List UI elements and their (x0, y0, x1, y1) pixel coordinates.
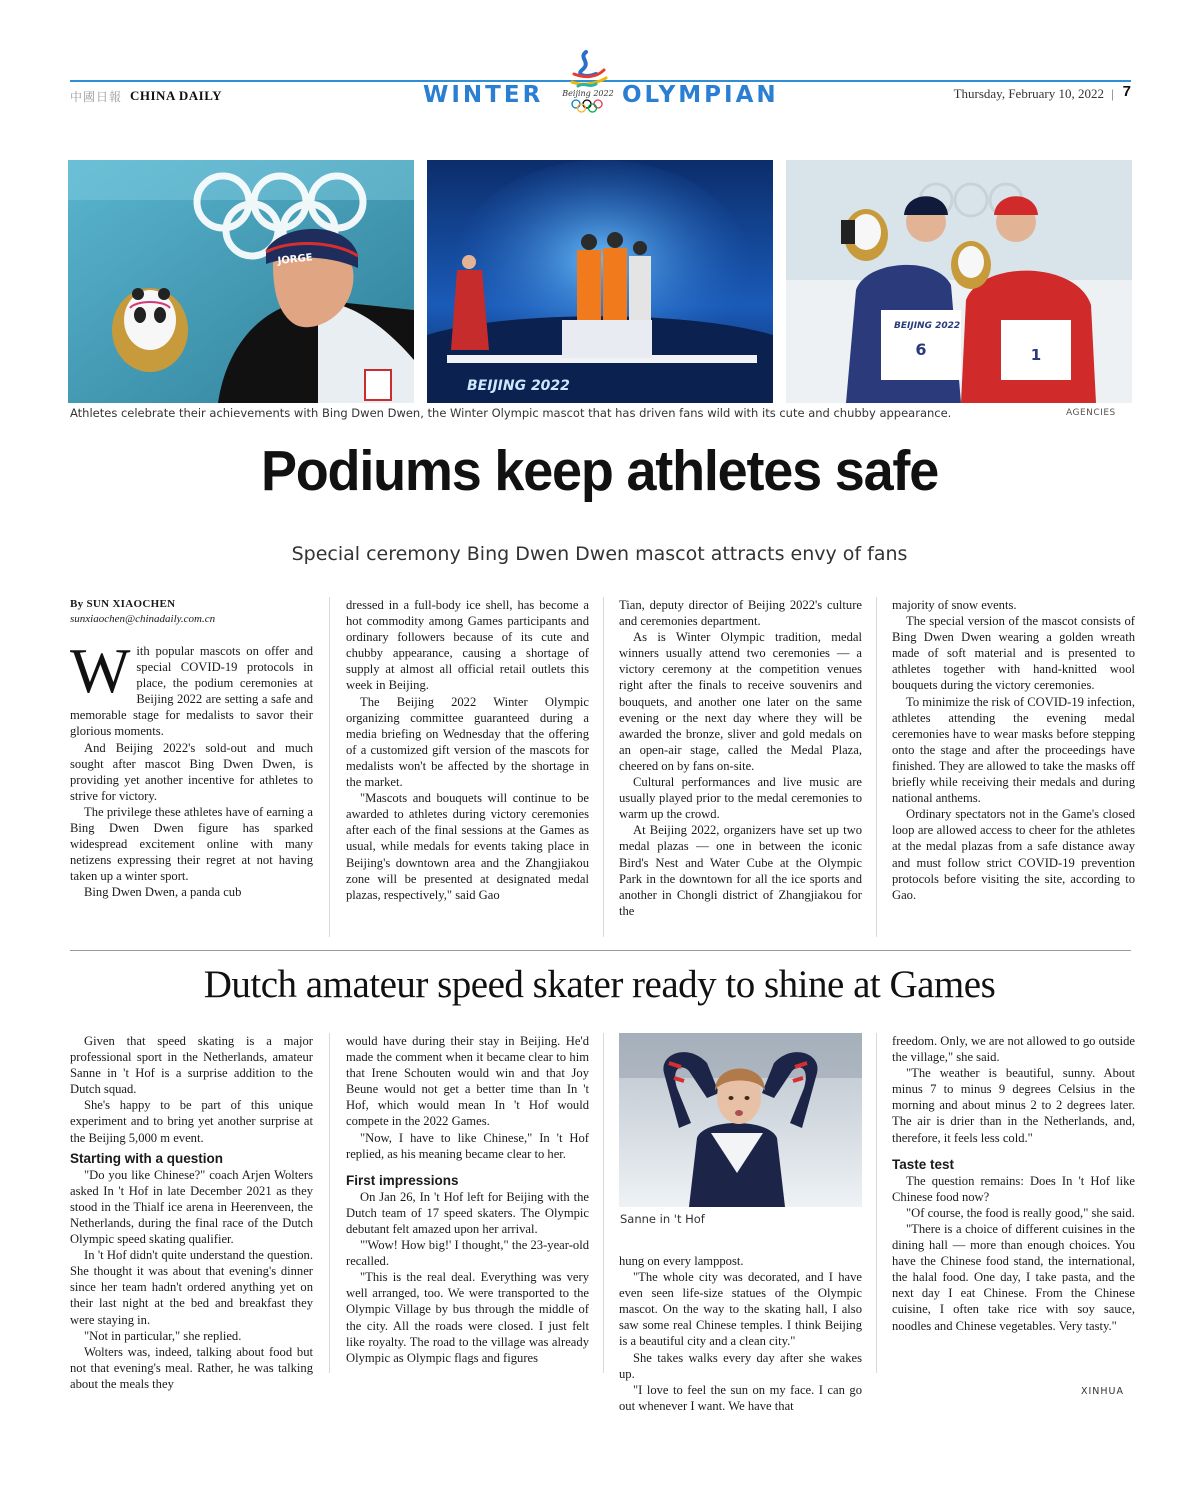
byline: By SUN XIAOCHEN (70, 598, 176, 610)
story2-paragraph: would have during their stay in Beijing. He'd made the comment when it became clear to him that Irene Schouten would win and that Joy Beune would not get a better time than In 't Hof, which would mean In 't Hof would compete in the 2022 Games. (346, 1034, 589, 1129)
logo-chinese: 中國日報 (70, 90, 123, 104)
story2-paragraph: Wolters was, indeed, talking about food but not that evening's meal. Rather, he was talking about the meals they (70, 1344, 313, 1391)
story2-paragraph: "Not in particular," she replied. (84, 1328, 242, 1343)
story2-paragraph: On Jan 26, In 't Hof left for Beijing with the Dutch team of 17 speed skaters. The Olympic debutant felt amazed upon her arrival. (346, 1189, 589, 1236)
story2-paragraph: freedom. Only, we are not allowed to go outside the village," she said. (892, 1034, 1135, 1065)
svg-text:BEIJING 2022: BEIJING 2022 (467, 378, 570, 394)
story2-paragraph: "This is the real deal. Everything was very well arranged, too. We were transported to the Olympic Village by bus through the middle of the city. All the roads were closed. I just felt like royalty. The road to the village was already Olympic as Olympic flags and figures (346, 1270, 589, 1365)
story1-paragraph: ith popular mascots on offer and special COVID-19 protocols in place, the podium ceremonies at Beijing 2022 are setting a safe and memorable stage for medalists to savor their glorious moments. (70, 644, 313, 739)
story2-paragraph: "'Wow! How big!' I thought," the 23-year-old recalled. (346, 1238, 589, 1269)
story1-paragraph: Cultural performances and live music are usually played prior to the medal ceremonies to warm up the crowd. (619, 775, 862, 822)
column-divider (876, 1033, 877, 1373)
story1-column-4 (892, 597, 1135, 937)
story1-paragraph: To minimize the risk of COVID-19 infection, athletes attending the evening medal ceremonies have to wear masks before stepping onto the stage and after the proceedings have finished. They are allowed to take the masks off briefly while receiving their medals and during national anthems. (892, 694, 1135, 806)
issue-date: Thursday, February 10, 2022 (953, 86, 1104, 101)
story1-paragraph: The special version of the mascot consists of Bing Dwen Dwen wearing a golden wreath made of soft material and is presented to athletes together with hand-knitted wool bouquets during the victory ceremonies. (892, 614, 1135, 693)
photo-caption-skater: Sanne in 't Hof (620, 1212, 705, 1226)
svg-text:6: 6 (915, 340, 927, 359)
story2-paragraph: "The weather is beautiful, sunny. About minus 7 to minus 9 degrees Celsius in the morning and about minus 2 to 2 degrees later. The air is drier than in the Netherlands, and, therefore, it feels less cold." (892, 1066, 1135, 1145)
story1-paragraph: majority of snow events. (892, 598, 1017, 612)
svg-text:Beijing 2022: Beijing 2022 (562, 89, 614, 98)
story1-paragraph: As is Winter Olympic tradition, medal winners usually attend two ceremonies — a victory ceremony at the competition venues right after the finals to receive souvenirs and bouquets, and another one later on the same evening or the next day where they will be awarded the bronze, sliver and gold medals on an open-air stage, called the Medal Plaza, cheered on by fans on-site. (619, 630, 862, 773)
story1-subhead: Special ceremony Bing Dwen Dwen mascot attracts envy of fans (291, 543, 908, 565)
story-divider (70, 950, 1131, 951)
story2-paragraph: In 't Hof didn't quite understand the question. She thought it was about that evening's dinner since her team hadn't ordered anything yet on their last night at the bed and breakfast they were staying in. (70, 1248, 313, 1327)
story2-paragraph: Given that speed skating is a major professional sport in the Netherlands, amateur Sanne in 't Hof is a surprise addition to the Dutch squad. (70, 1034, 313, 1097)
date-separator: | (1111, 86, 1114, 101)
story1-paragraph: The privilege these athletes have of earning a Bing Dwen Dwen figure has sparked widespread excitement online with many netizens expressing their regret at not having taken up a winter sport. (70, 804, 313, 884)
story1-paragraph: Ordinary spectators not in the Game's closed loop are allowed access to cheer for the athletes at the medal plazas from a safe distance away and must follow strict COVID-19 prevention protocols before visiting the site, according to Gao. (892, 807, 1135, 902)
section-title-right: OLYMPIAN (622, 82, 779, 108)
subhead-first-impressions: First impressions (346, 1172, 459, 1188)
svg-text:BEIJING 2022: BEIJING 2022 (894, 321, 961, 331)
page-number: 7 (1122, 83, 1131, 100)
story1-paragraph: The Beijing 2022 Winter Olympic organizing committee guaranteed during a media briefing on Wednesday that the offering of a customized gift version of the mascots for medalists won't be affected by the shortage in the market. (346, 694, 589, 790)
story1-headline: Podiums keep athletes safe (260, 439, 939, 503)
story2-paragraph: She's happy to be part of this unique experiment and to bring yet another surprise at the Beijing 5,000 m event. (70, 1098, 313, 1145)
story2-column-3 (619, 1253, 862, 1413)
subhead-starting-question: Starting with a question (70, 1150, 224, 1166)
story2-credit: XINHUA (1081, 1386, 1125, 1397)
story1-paragraph: "Mascots and bouquets will continue to be awarded to athletes during victory ceremonies after each of the final sessions at the Games as usual, while medals for events taking place in Beijing's downtown area and the Zhangjiakou zone will be presented at designated medal plazas, respectively," said Gao (346, 791, 589, 902)
drop-cap: W (70, 635, 131, 706)
story2-paragraph: "Now, I have to like Chinese," In 't Hof replied, as his meaning became clear to her. (346, 1130, 589, 1161)
story2-paragraph: hung on every lamppost. (619, 1254, 744, 1268)
column-divider (329, 1033, 330, 1373)
logo-english: CHINA DAILY (130, 88, 223, 103)
author-email[interactable]: sunxiaochen@chinadaily.com.cn (70, 613, 216, 625)
story1-column-2 (346, 597, 589, 937)
column-divider (603, 1033, 604, 1373)
section-title-left: WINTER (423, 82, 544, 108)
story1-paragraph: Bing Dwen Dwen, a panda cub (84, 885, 242, 900)
subhead-taste-test: Taste test (892, 1156, 955, 1172)
story2-paragraph: The question remains: Does In 't Hof like Chinese food now? (892, 1173, 1135, 1204)
photo-speed-skater (619, 1033, 862, 1207)
story2-paragraph: "Do you like Chinese?" coach Arjen Wolters asked In 't Hof in late December 2021 as they stood in the Thialf ice arena in Heerenveen, the Netherlands, during the final race of the Dutch Olympic speed skating qualifier. (70, 1167, 313, 1247)
svg-text:JORGE: JORGE (277, 252, 314, 267)
column-divider (876, 597, 877, 937)
story1-paragraph: And Beijing 2022's sold-out and much sought after mascot Bing Dwen Dwen, is providing yet another incentive for athletes to strive for victory. (70, 740, 313, 803)
story2-column-1 (70, 1033, 313, 1391)
story1-column-3 (619, 597, 862, 937)
story1-paragraph: dressed in a full-body ice shell, has become a hot commodity among Games participants and ordinary followers because of its cute and chubby appearance, causing a shortage of supply at almost all official retail outlets this week in Beijing. (346, 598, 589, 693)
photo-medal-podium (427, 160, 773, 403)
story2-column-2 (346, 1033, 589, 1373)
story1-paragraph: At Beijing 2022, organizers have set up two medal plazas — one in between the iconic Bird's Nest and Water Cube at the Olympic Park in the downtown for all the ice sports and another in Chongli district of Zhangjiakou for the (619, 823, 862, 918)
story2-headline: Dutch amateur speed skater ready to shine at Games (203, 963, 996, 1006)
story1-paragraph: Tian, deputy director of Beijing 2022's culture and ceremonies department. (619, 598, 862, 629)
story2-column-4 (892, 1033, 1135, 1368)
photo-athletes-selfie (786, 160, 1132, 403)
column-divider (329, 597, 330, 937)
story1-column-1 (70, 597, 313, 937)
story2-paragraph: "The whole city was decorated, and I have even seen life-size statues of the Olympic mascot. On the way to the skating hall, I also saw some real Chinese temples. I think Beijing is a beautiful city and a clean city." (619, 1270, 862, 1349)
photo-credit: AGENCIES (1066, 408, 1116, 418)
story2-paragraph: "I love to feel the sun on my face. I can go out whenever I want. We have that (619, 1382, 862, 1413)
story2-paragraph: "Of course, the food is really good," she said. (906, 1205, 1135, 1220)
story2-paragraph: She takes walks every day after she wakes up. (619, 1350, 862, 1381)
photo-athlete-headband (68, 160, 414, 403)
photo-caption: Athletes celebrate their achievements with Bing Dwen Dwen, the Winter Olympic mascot that has driven fans wild with its cute and chubby appearance. (70, 406, 952, 420)
story2-paragraph: "There is a choice of different cuisines in the dining hall — more than enough choices. You have the Chinese food stand, the international, the halal food. One day, I take pasta, and the next day I eat Chinese. From the Chinese cuisine, I often take rice with soy sauce, noodles and Chinese vegetables. Very tasty." (892, 1221, 1135, 1333)
beijing-2022-emblem-icon (556, 48, 620, 118)
column-divider (603, 597, 604, 937)
svg-text:1: 1 (1030, 346, 1042, 364)
